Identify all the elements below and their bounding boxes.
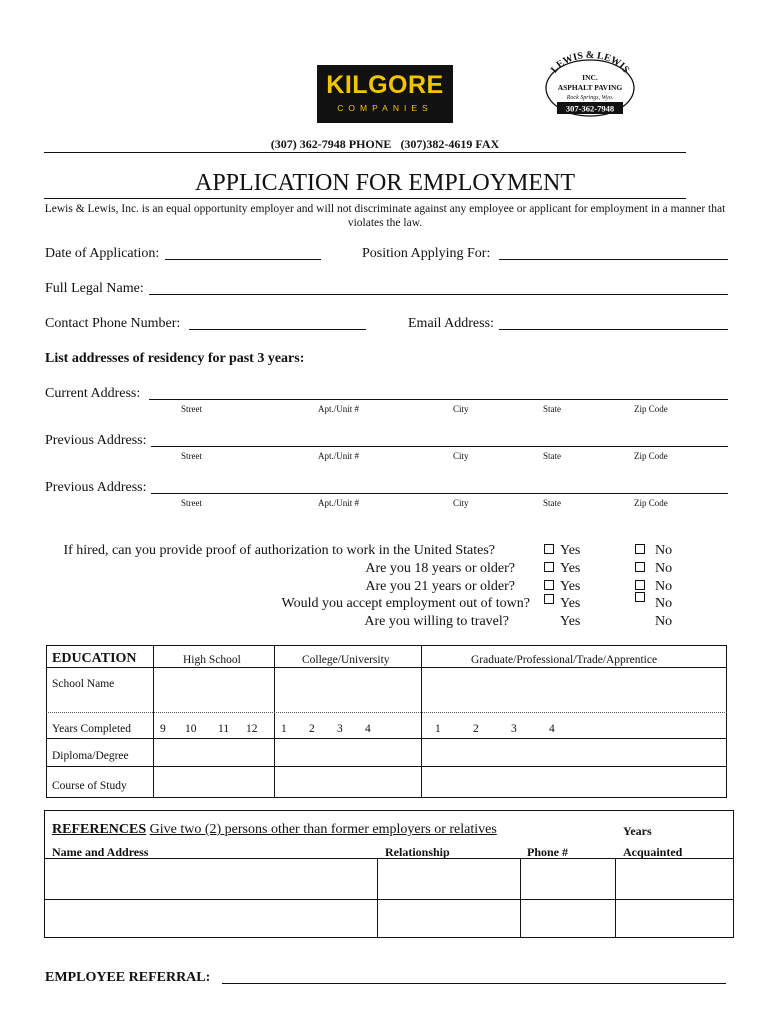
education-row-divider	[46, 667, 727, 668]
city-sublabel: City	[453, 404, 469, 414]
high-school-year-option[interactable]: 11	[218, 723, 230, 735]
email-field[interactable]	[499, 329, 728, 330]
lewis-and-lewis-logo	[540, 50, 640, 118]
yes-checkbox[interactable]	[544, 562, 554, 572]
street-sublabel: Street	[181, 404, 202, 414]
education-col-college: College/University	[302, 654, 390, 666]
city-sublabel: City	[453, 498, 469, 508]
full-name-label: Full Legal Name:	[45, 281, 144, 296]
education-col-graduate: Graduate/Professional/Trade/Apprentice	[471, 654, 658, 666]
position-label: Position Applying For:	[362, 246, 491, 261]
high-school-year-option[interactable]: 10	[185, 723, 197, 735]
kilgore-logo	[317, 65, 453, 123]
education-row-school-name: School Name	[52, 678, 115, 690]
employee-referral-field[interactable]	[222, 983, 726, 984]
education-row-divider	[46, 766, 727, 767]
kilgore-logo-sub: COMPANIES	[337, 103, 433, 113]
no-label: No	[655, 614, 673, 629]
no-label: No	[655, 543, 673, 558]
email-label: Email Address:	[408, 316, 494, 331]
zip-sublabel: Zip Code	[634, 498, 668, 508]
college-year-option[interactable]: 2	[309, 723, 315, 735]
high-school-year-option[interactable]: 12	[246, 723, 258, 735]
question-willing-to-travel: Are you willing to travel?	[364, 614, 509, 629]
college-year-option[interactable]: 1	[281, 723, 287, 735]
no-checkbox[interactable]	[635, 580, 645, 590]
street-sublabel: Street	[181, 498, 202, 508]
question-21-or-older: Are you 21 years or older?	[365, 579, 515, 594]
kilgore-logo-word: KILGORE	[326, 71, 444, 99]
reference-1-name-cell[interactable]	[45, 859, 376, 898]
references-col-relationship: Relationship	[385, 845, 450, 859]
lewis-logo-inc: INC.	[582, 73, 598, 82]
state-sublabel: State	[543, 451, 561, 461]
no-label: No	[655, 561, 673, 576]
references-instruction: Give two (2) persons other than former employers or relatives	[149, 822, 497, 837]
references-col-name: Name and Address	[52, 845, 149, 859]
current-address-field[interactable]	[149, 399, 728, 400]
reference-1-relationship-cell[interactable]	[378, 859, 519, 898]
yes-label: Yes	[560, 614, 581, 629]
current-address-label: Current Address:	[45, 386, 141, 401]
question-out-of-town: Would you accept employment out of town?	[281, 596, 530, 611]
no-checkbox[interactable]	[635, 592, 645, 602]
title-rule	[44, 198, 686, 199]
education-heading: EDUCATION	[52, 651, 137, 666]
employee-referral-label: EMPLOYEE REFERRAL:	[45, 970, 211, 985]
education-row-course: Course of Study	[52, 780, 127, 792]
previous-address-1-field[interactable]	[151, 446, 728, 447]
no-label: No	[655, 579, 673, 594]
zip-sublabel: Zip Code	[634, 404, 668, 414]
education-row-diploma: Diploma/Degree	[52, 750, 129, 762]
previous-address-1-label: Previous Address:	[45, 433, 147, 448]
apt-sublabel: Apt./Unit #	[318, 451, 360, 461]
graduate-year-option[interactable]: 1	[435, 723, 441, 735]
references-col-years: Years	[623, 824, 652, 838]
date-of-application-label: Date of Application:	[45, 246, 160, 261]
yes-label: Yes	[560, 543, 581, 558]
contact-phone-label: Contact Phone Number:	[45, 316, 181, 331]
page-title: APPLICATION FOR EMPLOYMENT	[194, 170, 576, 196]
reference-2-name-cell[interactable]	[45, 900, 376, 937]
reference-2-relationship-cell[interactable]	[378, 900, 519, 937]
question-work-authorization: If hired, can you provide proof of authorization to work in the United States?	[63, 543, 495, 558]
contact-phone-field[interactable]	[189, 329, 366, 330]
previous-address-2-field[interactable]	[151, 493, 728, 494]
previous-address-2-label: Previous Address:	[45, 480, 147, 495]
education-col-high-school: High School	[183, 654, 241, 666]
college-year-option[interactable]: 4	[365, 723, 371, 735]
apt-sublabel: Apt./Unit #	[318, 498, 360, 508]
references-heading: REFERENCES	[52, 822, 147, 837]
lewis-logo-arc-text: LEWIS & LEWIS	[548, 50, 632, 76]
state-sublabel: State	[543, 404, 561, 414]
full-name-field[interactable]	[149, 294, 728, 295]
street-sublabel: Street	[181, 451, 202, 461]
education-row-divider	[46, 712, 727, 713]
graduate-year-option[interactable]: 2	[473, 723, 479, 735]
zip-sublabel: Zip Code	[634, 451, 668, 461]
yes-label: Yes	[560, 579, 581, 594]
reference-2-years-cell[interactable]	[616, 900, 733, 937]
education-row-years-completed: Years Completed	[52, 723, 132, 735]
date-of-application-field[interactable]	[165, 259, 321, 260]
question-18-or-older: Are you 18 years or older?	[365, 561, 515, 576]
eeo-statement: Lewis & Lewis, Inc. is an equal opportunity employer and will not discriminate against any employee or applicant for employment in a manner that violates the law.	[44, 203, 726, 229]
references-heading-line	[52, 822, 497, 838]
no-label: No	[655, 596, 673, 611]
college-year-option[interactable]: 3	[337, 723, 343, 735]
no-checkbox[interactable]	[635, 562, 645, 572]
references-col-acquainted: Acquainted	[623, 845, 683, 859]
graduate-year-option[interactable]: 3	[511, 723, 517, 735]
graduate-year-option[interactable]: 4	[549, 723, 555, 735]
references-col-phone: Phone #	[527, 845, 569, 859]
apt-sublabel: Apt./Unit #	[318, 404, 360, 414]
phone-fax-line: (307) 362-7948 PHONE (307)382-4619 FAX	[270, 137, 500, 151]
position-field[interactable]	[499, 259, 728, 260]
reference-1-years-cell[interactable]	[616, 859, 733, 898]
education-row-divider	[46, 738, 727, 739]
yes-label: Yes	[560, 561, 581, 576]
high-school-year-option[interactable]: 9	[160, 723, 166, 735]
yes-checkbox[interactable]	[544, 580, 554, 590]
lewis-logo-paving: ASPHALT PAVING	[557, 83, 623, 92]
header-rule	[44, 152, 686, 153]
yes-checkbox[interactable]	[544, 544, 554, 554]
yes-checkbox[interactable]	[544, 594, 554, 604]
reference-1-phone-cell[interactable]	[521, 859, 614, 898]
reference-2-phone-cell[interactable]	[521, 900, 614, 937]
state-sublabel: State	[543, 498, 561, 508]
lewis-logo-city: Rock Springs, Wyo.	[566, 95, 614, 101]
lewis-logo-phone: 307-362-7948	[565, 103, 615, 114]
residency-heading: List addresses of residency for past 3 years:	[45, 351, 305, 366]
yes-label: Yes	[560, 596, 581, 611]
city-sublabel: City	[453, 451, 469, 461]
no-checkbox[interactable]	[635, 544, 645, 554]
